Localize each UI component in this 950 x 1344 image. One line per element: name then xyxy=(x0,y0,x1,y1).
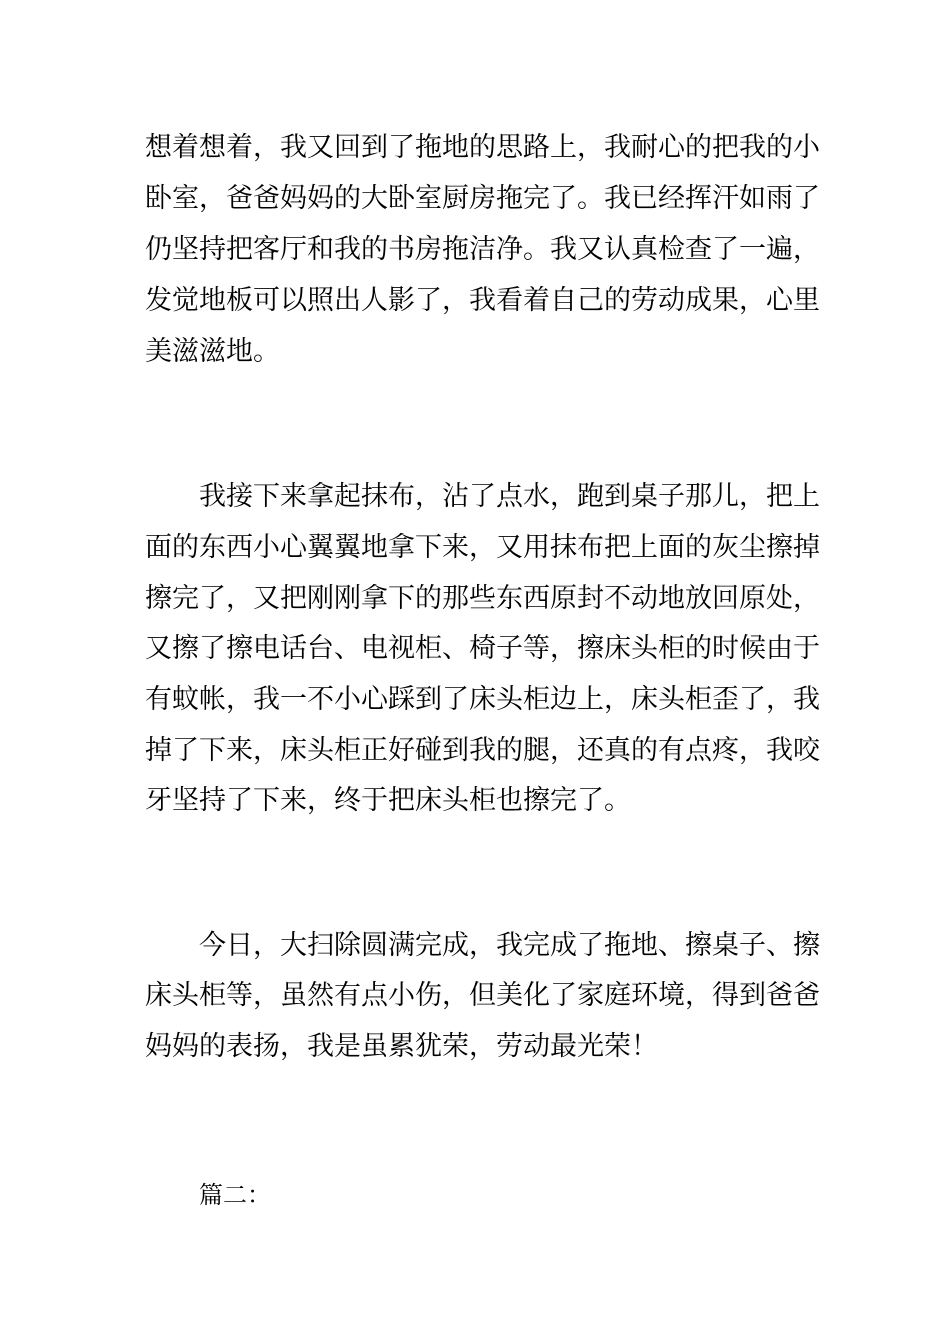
paragraph-line: 妈妈的表扬，我是虽累犹荣，劳动最光荣！ xyxy=(145,1031,658,1062)
paragraph-line: 仍坚持把客厅和我的书房拖洁净。我又认真检查了一遍， xyxy=(145,234,820,265)
paragraph-line: 面的东西小心翼翼地拿下来，又用抹布把上面的灰尘擦掉 xyxy=(145,532,820,563)
paragraph-line: 卧室，爸爸妈妈的大卧室厨房拖完了。我已经挥汗如雨了 xyxy=(145,183,820,214)
section-heading-text: 篇二： xyxy=(199,1181,271,1209)
paragraph-line: 我接下来拿起抹布，沾了点水，跑到桌子那儿，把上 xyxy=(199,481,820,512)
paragraph-line: 又擦了擦电话台、电视柜、椅子等，擦床头柜的时候由于 xyxy=(145,633,820,664)
paragraph-line: 掉了下来，床头柜正好碰到我的腿，还真的有点疼，我咬 xyxy=(145,735,820,766)
paragraph-line: 牙坚持了下来，终于把床头柜也擦完了。 xyxy=(145,785,631,816)
paragraph-line: 美滋滋地。 xyxy=(145,336,280,367)
paragraph-line: 有蚊帐，我一不小心踩到了床头柜边上，床头柜歪了，我 xyxy=(145,684,820,715)
paragraph-line: 想着想着，我又回到了拖地的思路上，我耐心的把我的小 xyxy=(145,132,820,163)
paragraph-line: 今日，大扫除圆满完成，我完成了拖地、擦桌子、擦 xyxy=(199,930,820,961)
paragraph-line: 擦完了，又把刚刚拿下的那些东西原封不动地放回原处， xyxy=(145,583,820,614)
paragraph-line: 发觉地板可以照出人影了，我看着自己的劳动成果，心里 xyxy=(145,285,820,316)
paragraph-line: 床头柜等，虽然有点小伤，但美化了家庭环境，得到爸爸 xyxy=(145,980,820,1011)
